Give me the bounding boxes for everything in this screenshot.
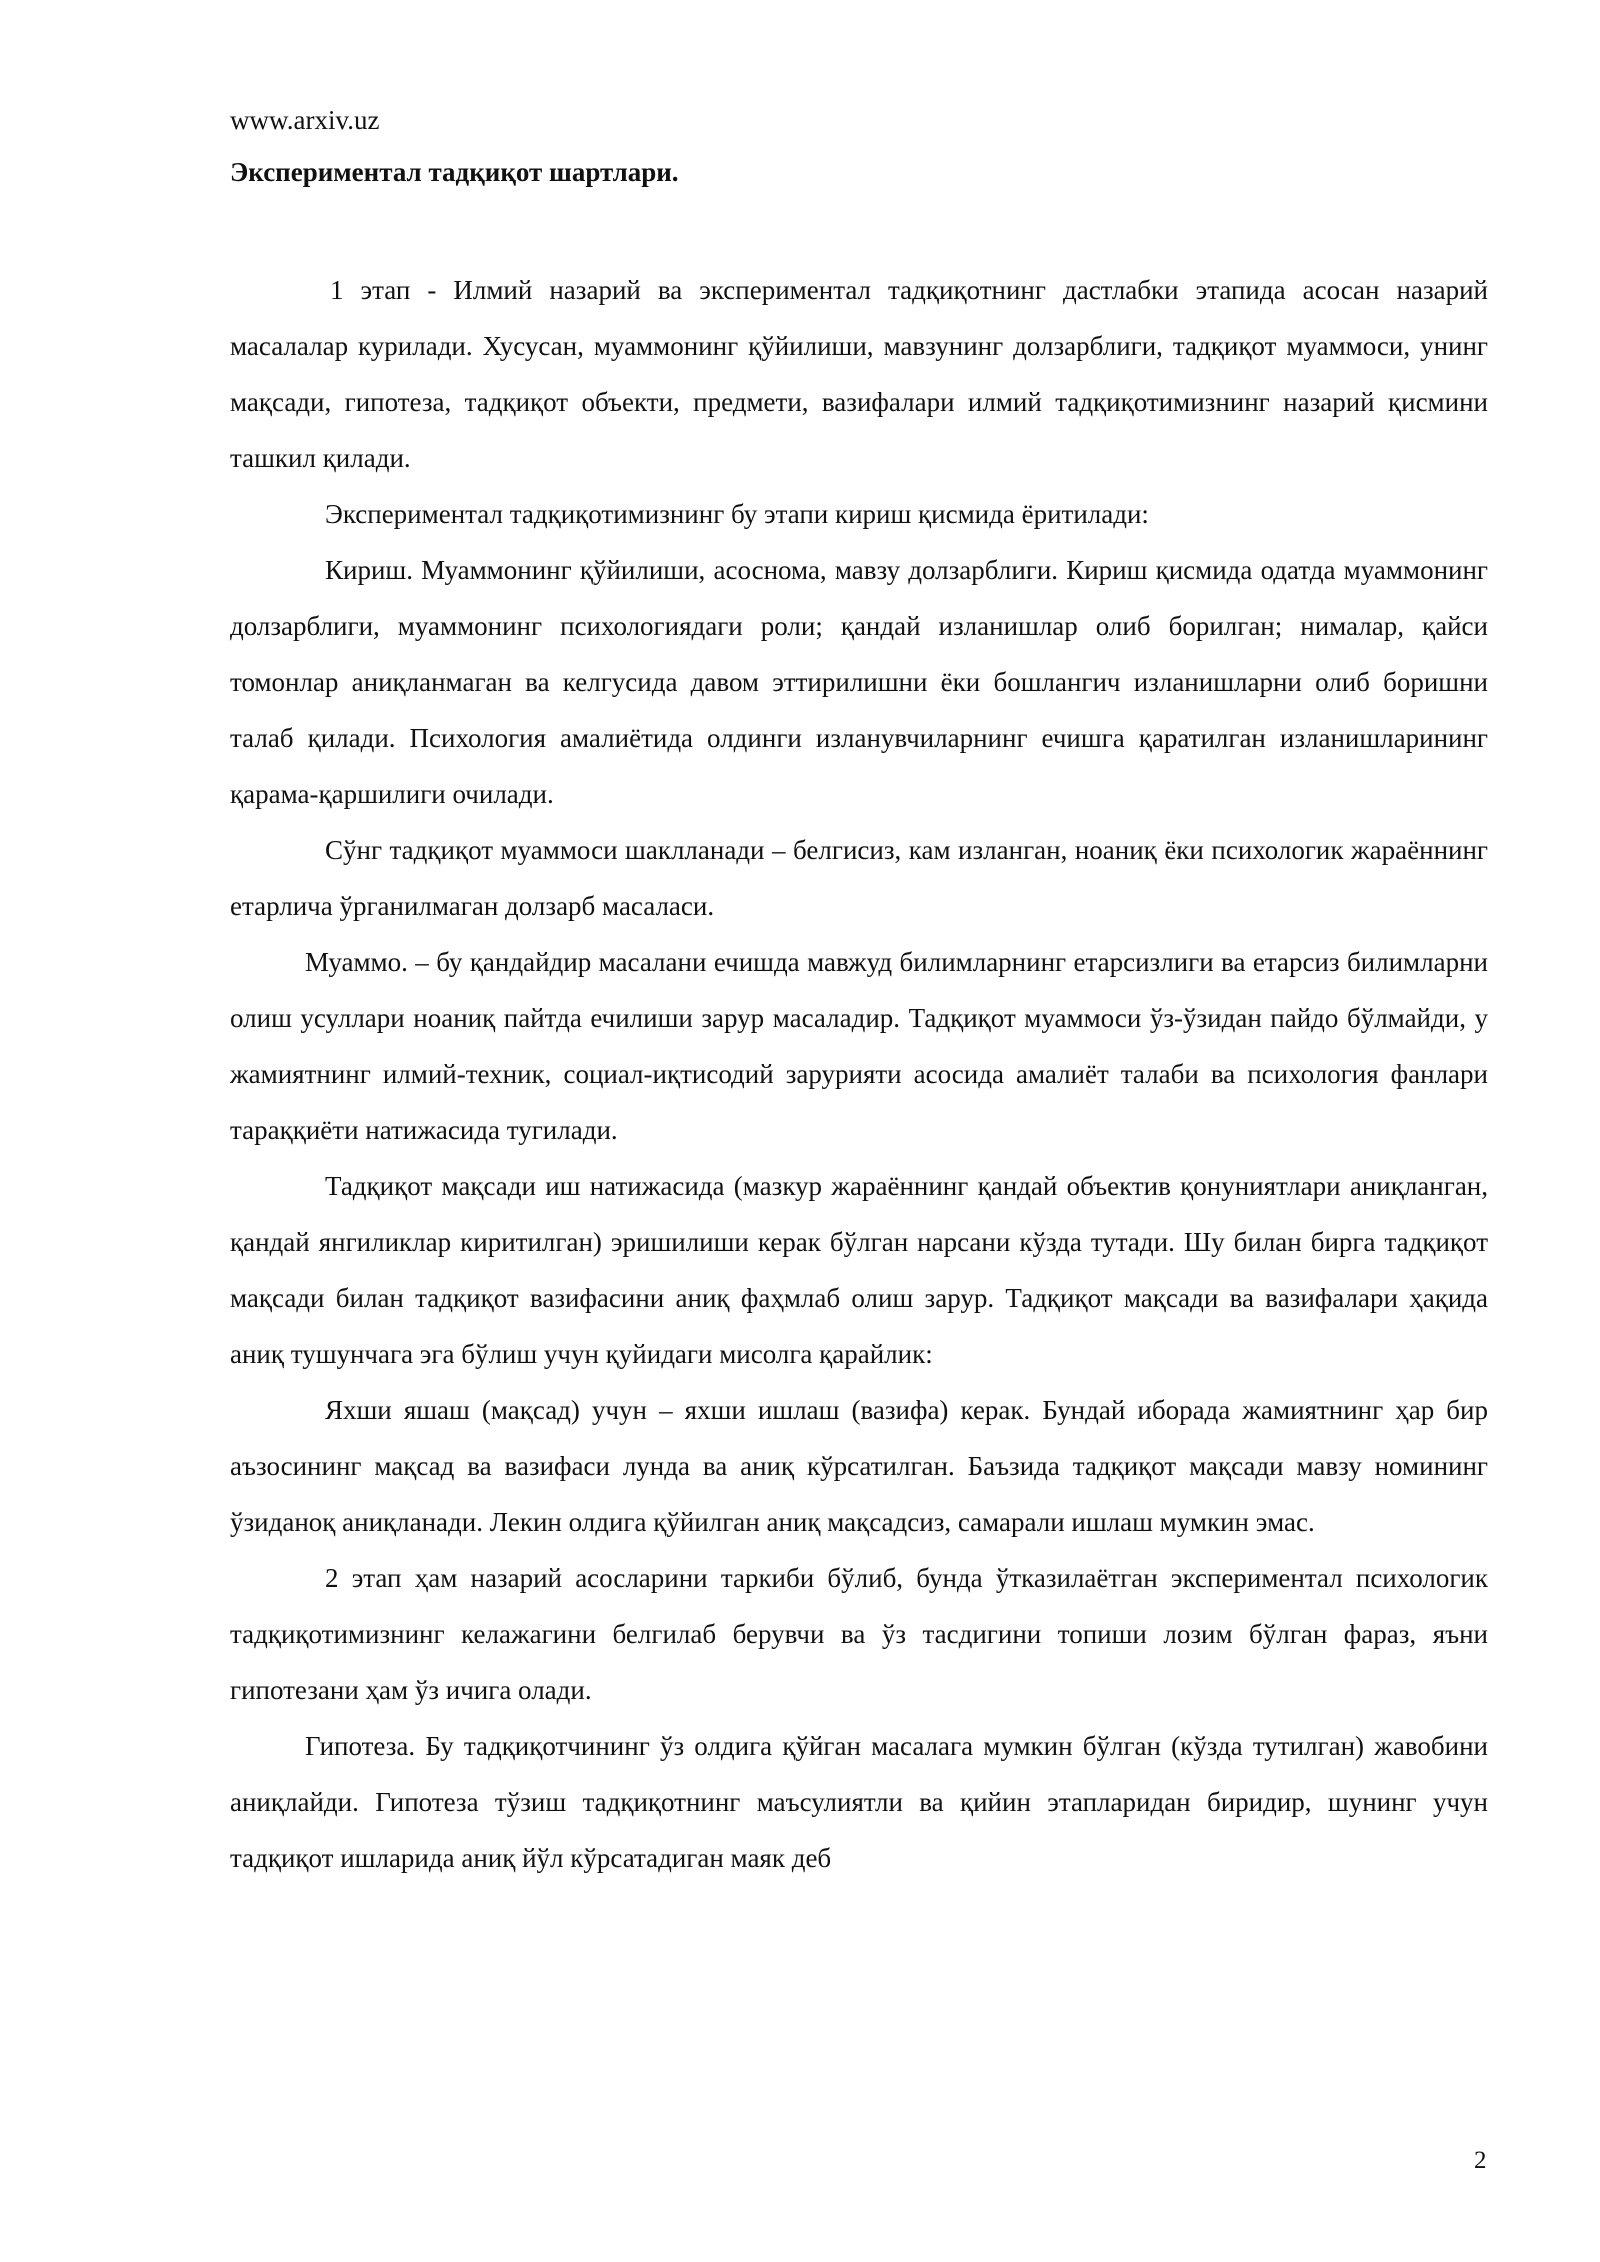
- paragraph: Экспериментал тадқиқотимизнинг бу этапи кириш қисмида ёритилади:: [325, 499, 1149, 529]
- paragraph: 2 этап ҳам назарий асосларини таркиби бўлиб, бунда ўтказилаётган экспериментал психологик тадқиқотимизнинг келажагини белгилаб берувчи ва ўз тасдигини топиши лозим бўлган фараз, яъни гипотезани ҳам ўз ичига олади.: [230, 1563, 1488, 1705]
- paragraph: Яхши яшаш (мақсад) учун – яхши ишлаш (вазифа) керак. Бундай иборада жамиятнинг ҳар бир аъзосининг мақсад ва вазифаси лунда ва аниқ кўрсатилган. Баъзида тадқиқот мақсади мавзу номининг ўзиданоқ аниқланади. Лекин олдига қўйилган аниқ мақсадсиз, самарали ишлаш мумкин эмас.: [230, 1395, 1488, 1537]
- paragraph: Муаммо. – бу қандайдир масалани ечишда мавжуд билимларнинг етарсизлиги ва етарсиз билимларни олиш усуллари ноаниқ пайтда ечилиши зарур масаладир. Тадқиқот муаммоси ўз-ўзидан пайдо бўлмайди, у жамиятнинг илмий-техник, социал-иқтисодий зарурияти асосида амалиёт талаби ва психология фанлари тараққиёти натижасида тугилади.: [230, 947, 1488, 1145]
- page-number: 2: [1474, 2147, 1487, 2174]
- paragraph: Сўнг тадқиқот муаммоси шаклланади – белгисиз, кам изланган, ноаниқ ёки психологик жараённинг етарлича ўрганилмаган долзарб масаласи.: [230, 835, 1488, 921]
- paragraph: 1 этап - Илмий назарий ва экспериментал тадқиқотнинг дастлабки этапида асосан назарий масалалар курилади. Хусусан, муаммонинг қўйилиши, мавзунинг долзарблиги, тадқиқот муаммоси, унинг мақсади, гипотеза, тадқиқот объекти, предмети, вазифалари илмий тадқиқотимизнинг назарий қисмини ташкил қилади.: [230, 275, 1488, 473]
- paragraph: Кириш. Муаммонинг қўйилиши, асоснома, мавзу долзарблиги. Кириш қисмида одатда муаммонинг долзарблиги, муаммонинг психологиядаги роли; қандай изланишлар олиб борилган; нималар, қайси томонлар аниқланмаган ва келгусида давом эттирилишни ёки бошлангич изланишларни олиб боришни талаб қилади. Психология амалиётида олдинги изланувчиларнинг ечишга қаратилган изланишларининг қарама-қаршилиги очилади.: [230, 555, 1488, 809]
- document-body: [230, 262, 1488, 1886]
- paragraph: Тадқиқот мақсади иш натижасида (мазкур жараённинг қандай объектив қонуниятлари аниқланган, қандай янгиликлар киритилган) эришилиши керак бўлган нарсани кўзда тутади. Шу билан бирга тадқиқот мақсади билан тадқиқот вазифасини аниқ фаҳмлаб олиш зарур. Тадқиқот мақсади ва вазифалари ҳақида аниқ тушунчага эга бўлиш учун қуйидаги мисолга қарайлик:: [230, 1171, 1488, 1369]
- paragraph: Гипотеза. Бу тадқиқотчининг ўз олдига қўйган масалага мумкин бўлган (кўзда тутилган) жавобини аниқлайди. Гипотеза тўзиш тадқиқотнинг маъсулиятли ва қийин этапларидан биридир, шунинг учун тадқиқот ишларида аниқ йўл кўрсатадиган маяк деб: [230, 1731, 1488, 1873]
- page-title: Экспериментал тадқиқот шартлари.: [230, 157, 679, 187]
- site-url: www.arxiv.uz: [230, 105, 380, 135]
